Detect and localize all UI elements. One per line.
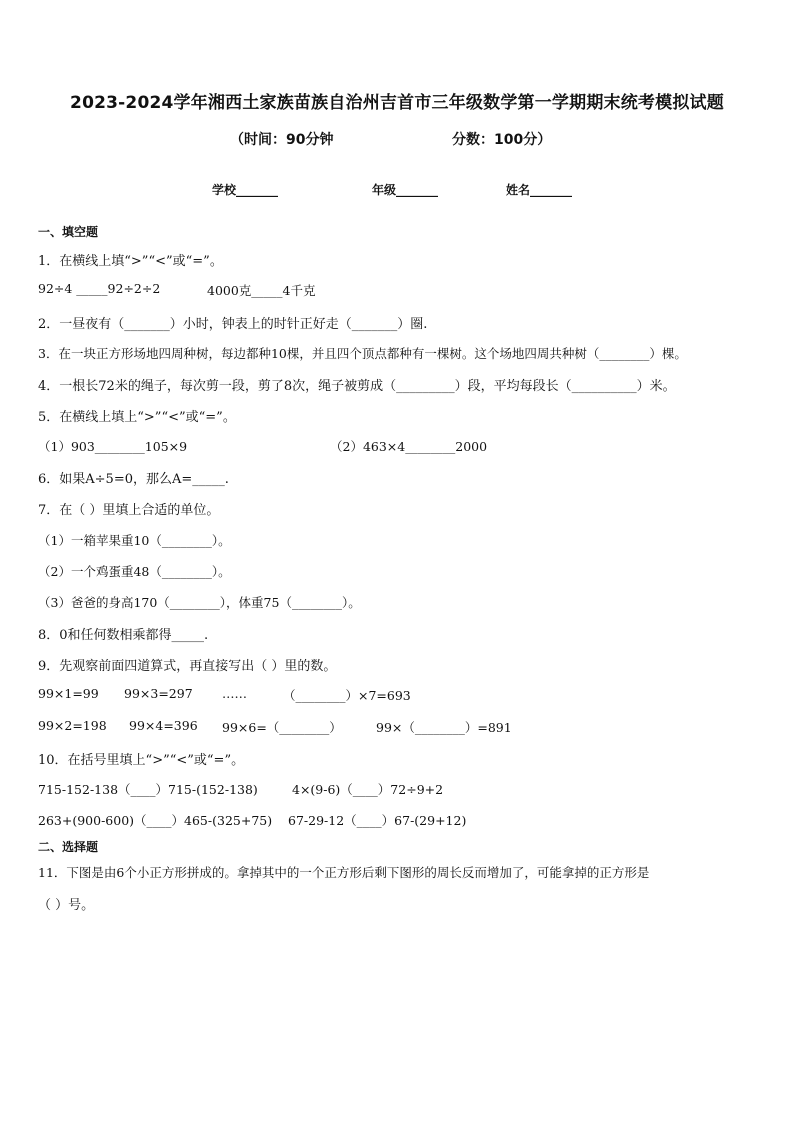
question-8: 8．0和任何数相乘都得_____. [38,628,209,643]
question-10-r2-c2: 67-29-12（____）67-(29+12) [288,813,467,828]
exam-score: 分数：100分） [452,132,552,148]
question-9-r2-c1: 99×2=198 [38,718,107,733]
question-6: 6．如果A÷5=0，那么A=_____. [38,472,229,487]
question-7-c: （3）爸爸的身高170（________），体重75（________）。 [38,595,361,610]
question-9: 9．先观察前面四道算式，再直接写出（ ）里的数。 [38,659,337,674]
question-9-r2-c4: 99×（________）=891 [376,720,512,735]
question-1: 1．在横线上填“>”“<”或“=”。 [38,254,223,269]
question-9-r2-c2: 99×4=396 [129,718,198,733]
question-7-b: （2）一个鸡蛋重48（________）。 [38,564,231,579]
section-fill-in: 一、填空题 [38,225,99,239]
question-9-r1-c3: …… [222,686,247,701]
exam-time: （时间：90分钟 [230,132,334,148]
question-10-r1-c1: 715-152-138（____）715-(152-138) [38,782,258,797]
exam-title: 2023-2024学年湘西土家族苗族自治州吉首市三年级数学第一学期期末统考模拟试题 [70,93,724,113]
question-7-a: （1）一箱苹果重10（________）。 [38,533,231,548]
question-3: 3．在一块正方形场地四周种树，每边都种10棵，并且四个顶点都种有一棵树。这个场地四周共种树（________）棵。 [38,346,687,361]
question-9-r1-c4: （________）×7=693 [283,688,411,703]
question-7: 7．在（ ）里填上合适的单位。 [38,503,220,518]
question-10-r2-c1: 263+(900-600)（____）465-(325+75) [38,813,273,828]
question-9-r1-c1: 99×1=99 [38,686,99,701]
question-5-b: （2）463×4________2000 [330,439,488,454]
grade-field: 年级_______ [372,183,439,197]
question-1-a: 92÷4 _____92÷2÷2 [38,281,161,296]
question-1-b: 4000克_____4千克 [207,283,316,298]
name-field: 姓名_______ [506,183,573,197]
question-9-r2-c3: 99×6=（________） [222,720,342,735]
question-4: 4．一根长72米的绳子，每次剪一段，剪了8次，绳子被剪成（_________）段，平均每段长（__________）米。 [38,379,676,394]
question-10: 10．在括号里填上“>”“<”或“=”。 [38,753,245,768]
question-2: 2．一昼夜有（_______）小时，钟表上的时针正好走（_______）圈. [38,317,428,332]
school-field: 学校_______ [212,183,279,197]
question-10-r1-c2: 4×(9-6)（____）72÷9+2 [292,782,444,797]
section-multiple-choice: 二、选择题 [38,840,99,854]
question-11-cont: （ ）号。 [38,898,95,913]
question-5-a: （1）903________105×9 [38,439,188,454]
question-11: 11．下图是由6个小正方形拼成的。拿掉其中的一个正方形后剩下图形的周长反而增加了，可能拿掉的正方形是 [38,865,650,880]
question-9-r1-c2: 99×3=297 [124,686,193,701]
question-5: 5．在横线上填上“>”“<”或“=”。 [38,410,236,425]
